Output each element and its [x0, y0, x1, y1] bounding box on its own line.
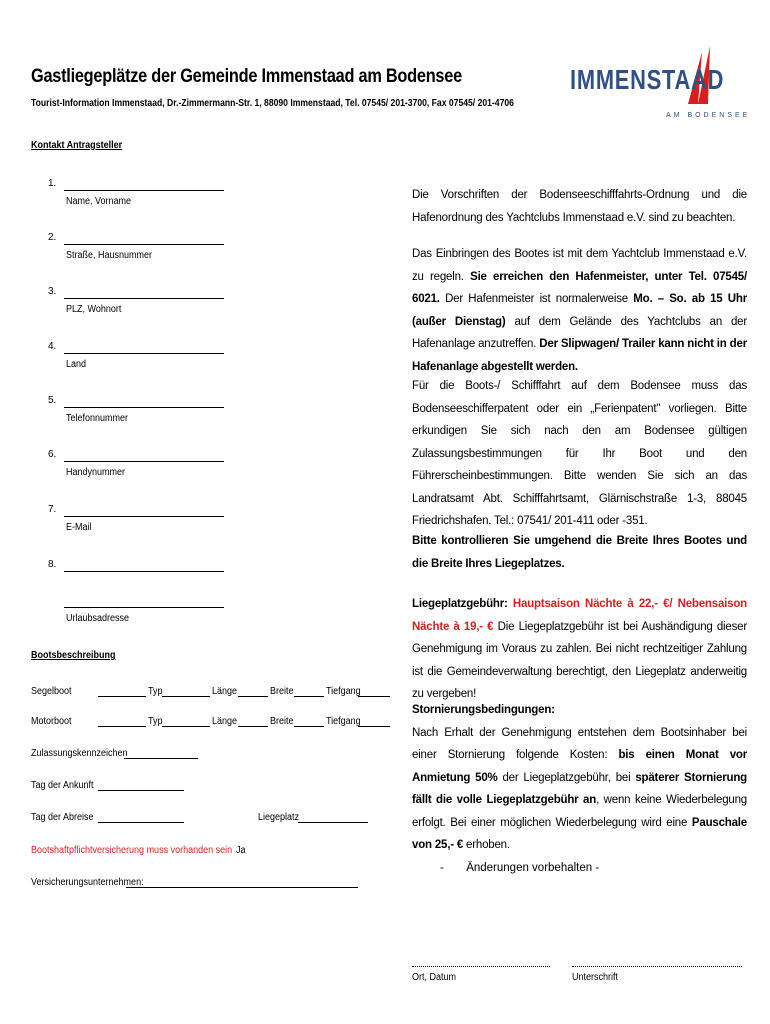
motorboat-width-field[interactable] [238, 726, 268, 727]
regulations-text: Die Vorschriften der Bodenseeschifffahrts-Ordnung und die Hafenordnung des Yachtclubs Immenstaad e.V. sind zu beachten. [412, 189, 747, 224]
motorboat-label: Motorboot [31, 716, 72, 727]
draft-label: Tiefgang [326, 716, 361, 727]
immenstaad-logo [570, 42, 751, 122]
license-info [412, 375, 747, 533]
insurance-yes-label: Ja [236, 845, 246, 856]
holiday-address-field-2[interactable] [64, 607, 224, 608]
motorboat-type-field[interactable] [98, 726, 146, 727]
berth-field[interactable] [298, 822, 368, 823]
signature-label: Unterschrift [572, 972, 619, 983]
width-label: Breite [270, 686, 294, 697]
name-field[interactable] [64, 190, 224, 191]
sailboat-draft-field[interactable] [294, 696, 324, 697]
field-label: Name, Vorname [66, 196, 132, 207]
field-label: E-Mail [66, 522, 92, 533]
berth-fee-text: Die Liegeplatzgebühr ist bei Aushändigung dieser Genehmigung im Voraus zu zahlen. Bei nicht rechtzeitiger Zahlung ist die Gemeindeverwaltung berechtigt, den Liegeplatz anderweitig zu vergeben! [412, 620, 747, 700]
contact-address-line: Tourist-Information Immenstaad, Dr.-Zimmermann-Str. 1, 88090 Immenstaad, Tel. 07545/ 201-3700, Fax 07545/ 201-4706 [31, 98, 514, 109]
trailer-warning: Der Slipwagen/ Trailer kann nicht in der Hafenanlage abgestellt werden. [412, 338, 747, 373]
berth-label: Liegeplatz [258, 812, 300, 823]
departure-field[interactable] [98, 822, 184, 823]
regulations-note [412, 184, 747, 229]
field-label: Land [66, 359, 87, 370]
harbour-master-info [412, 243, 747, 378]
width-label: Breite [270, 716, 294, 727]
field-number: 8. [48, 559, 57, 570]
length-label: Länge [212, 716, 238, 727]
arrival-field[interactable] [98, 790, 184, 791]
field-number: 7. [48, 504, 57, 515]
field-number: 3. [48, 286, 57, 297]
signature-field[interactable] [572, 966, 742, 967]
boat-heading: Bootsbeschreibung [31, 650, 116, 661]
motorboat-length-field[interactable] [162, 726, 210, 727]
registration-field[interactable] [124, 758, 198, 759]
motorboat-draft-field[interactable] [294, 726, 324, 727]
changes-reserved: - Änderungen vorbehalten - [440, 862, 600, 874]
place-date-label: Ort, Datum [412, 972, 457, 983]
field-label: Handynummer [66, 467, 126, 478]
email-field[interactable] [64, 516, 224, 517]
width-check-text: Bitte kontrollieren Sie umgehend die Breite Ihres Bootes und die Breite Ihres Liegeplatzes. [412, 535, 747, 570]
cancellation-flat-fee: Pauschale von 25,- € [412, 816, 747, 851]
field-number: 6. [48, 449, 57, 460]
cancellation-text: Nach Erhalt der Genehmigung entstehen dem Bootsinhaber bei einer Stornierung folgende Kosten: [412, 726, 747, 761]
logo-subtitle: AM BODENSEE [666, 112, 751, 119]
harbour-master-location: auf dem Gelände des Yachtclubs an der Hafenanlage anzutreffen. [412, 315, 747, 350]
holiday-address-label: Urlaubsadresse [66, 613, 130, 624]
departure-label: Tag der Abreise [31, 812, 94, 823]
sailboat-length-field[interactable] [162, 696, 210, 697]
draft-label: Tiefgang [326, 686, 361, 697]
sailboat-label: Segelboot [31, 686, 72, 697]
motorboat-draft-value[interactable] [358, 726, 390, 727]
city-field[interactable] [64, 298, 224, 299]
country-field[interactable] [64, 353, 224, 354]
phone-field[interactable] [64, 407, 224, 408]
cancellation-text-4: erhoben. [463, 839, 510, 851]
sailboat-type-field[interactable] [98, 696, 146, 697]
length-label: Länge [212, 686, 238, 697]
page-title: Gastliegeplätze der Gemeinde Immenstaad am Bodensee [31, 66, 462, 87]
harbour-master-text: Der Hafenmeister ist normalerweise [439, 293, 634, 305]
field-label: Straße, Hausnummer [66, 250, 153, 261]
field-number: 1. [48, 178, 57, 189]
insurer-field[interactable] [126, 887, 358, 888]
field-number: 5. [48, 395, 57, 406]
harbour-master-phone: Sie erreichen den Hafenmeister, unter Tel. 07545/ 6021. [412, 270, 747, 305]
insurance-warning: Bootshaftpflichtversicherung muss vorhanden sein [31, 845, 233, 856]
sailboat-draft-value[interactable] [358, 696, 390, 697]
cancellation-heading: Stornierungsbedingungen: [412, 704, 555, 716]
mobile-field[interactable] [64, 461, 224, 462]
contact-heading: Kontakt Antragsteller [31, 140, 123, 151]
cancellation-full-fee: späterer Stornierung fällt die volle Liegeplatzgebühr an [412, 771, 747, 806]
berth-fee-info [412, 593, 747, 706]
cancellation-info [412, 699, 747, 857]
street-field[interactable] [64, 244, 224, 245]
sailboat-width-field[interactable] [238, 696, 268, 697]
field-number: 2. [48, 232, 57, 243]
registration-label: Zulassungskennzeichen [31, 748, 128, 759]
license-text: Für die Boots-/ Schifffahrt auf dem Bodensee muss das Bodenseeschifferpatent oder ein „Ferienpatent" vorliegen. Bitte erkundigen Sie sich nach den am Bodensee gültigen Zulassungsbestimmungen für Ihr Boot und den Führerscheinbestimmungen. Bitte wenden Sie sich an das Landratsamt Abt. Schifffahrtsamt, Glärnischstraße 1-3, 88045 Friedrichshafen. Tel.: 07541/ 201-411 oder -351. [412, 380, 747, 527]
berth-fee-label: Liegeplatzgebühr: [412, 598, 513, 610]
holiday-address-field[interactable] [64, 571, 224, 572]
cancellation-text-2: der Liegeplatzgebühr, bei [497, 771, 636, 784]
arrival-label: Tag der Ankunft [31, 780, 94, 791]
place-date-field[interactable] [412, 966, 550, 967]
width-check-note [412, 530, 747, 575]
field-label: PLZ, Wohnort [66, 304, 122, 315]
type-label: Typ [148, 686, 163, 697]
boat-entry-text: Das Einbringen des Bootes ist mit dem Yachtclub Immenstaad e.V. zu regeln. [412, 248, 747, 283]
logo-wordmark: IMMENSTAAD [570, 64, 725, 95]
field-number: 4. [48, 341, 57, 352]
harbour-master-hours: Mo. – So. ab 15 Uhr (außer Dienstag) [412, 293, 747, 328]
cancellation-text-3: , wenn keine Wiederbelegung erfolgt. Bei einer möglichen Wiederbelegung wird eine [412, 794, 747, 829]
type-label: Typ [148, 716, 163, 727]
cancellation-50-percent: bis einen Monat vor Anmietung 50% [412, 749, 747, 784]
berth-fee-prices: Hauptsaison Nächte à 22,- €/ Nebensaison Nächte à 19,- € [412, 598, 747, 633]
insurer-label: Versicherungsunternehmen: [31, 877, 144, 888]
field-label: Telefonnummer [66, 413, 129, 424]
